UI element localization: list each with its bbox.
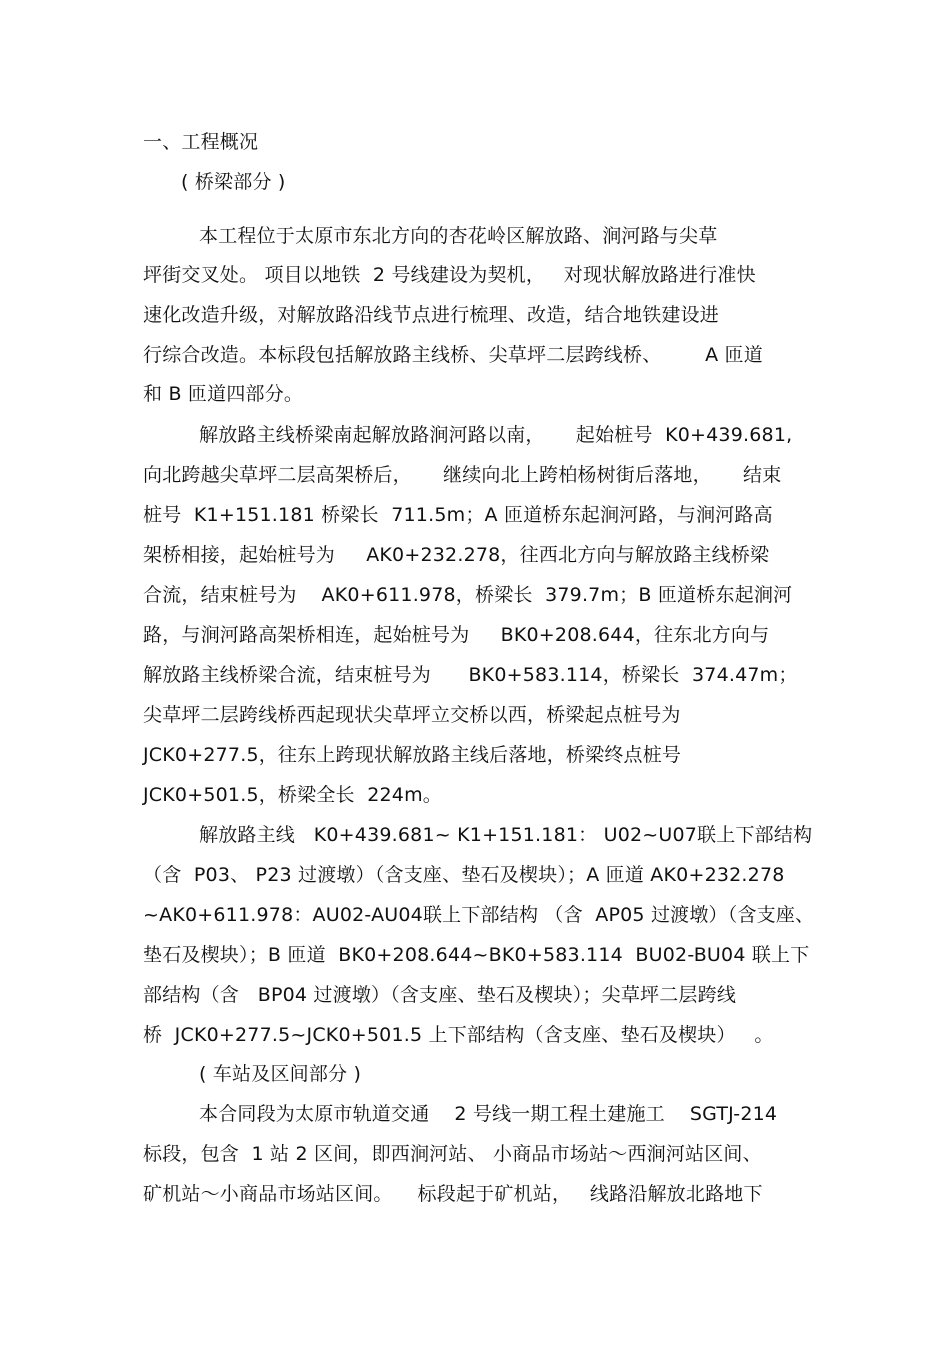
text-line: 本工程位于太原市东北方向的杏花岭区解放路、涧河路与尖草 (199, 225, 718, 247)
text-line: 垫石及楔块）；B 匝道 BK0+208.644~BK0+583.114 BU02-BU04 联上下 (143, 944, 810, 966)
bridge-subheading: ( 桥梁部分 ) (181, 171, 286, 193)
section-heading: 一、工程概况 (143, 131, 259, 153)
text-line: 行综合改造。本标段包括解放路主线桥、尖草坪二层跨线桥、 A 匝道 (143, 344, 763, 366)
text-line: 矿机站～小商品市场站区间。 标段起于矿机站， 线路沿解放北路地下 (143, 1183, 763, 1205)
text-line: 桥 JCK0+277.5~JCK0+501.5 上下部结构（含支座、垫石及楔块） 。 (143, 1024, 774, 1046)
text-line: 部结构（含 BP04 过渡墩）（含支座、垫石及楔块）；尖草坪二层跨线 (143, 984, 737, 1006)
text-line: 标段，包含 1 站 2 区间，即西涧河站、 小商品市场站～西涧河站区间、 (143, 1143, 762, 1165)
text-line: 桩号 K1+151.181 桥梁长 711.5m；A 匝道桥东起涧河路，与涧河路高 (143, 504, 773, 526)
text-line: JCK0+277.5，往东上跨现状解放路主线后落地，桥梁终点桩号 (143, 744, 682, 766)
text-line: （含 P03、 P23 过渡墩）（含支座、垫石及楔块）；A 匝道 AK0+232.278 (143, 864, 785, 886)
text-line: 尖草坪二层跨线桥西起现状尖草坪立交桥以西，桥梁起点桩号为 (143, 704, 681, 726)
text-line: 向北跨越尖草坪二层高架桥后， 继续向北上跨柏杨树街后落地， 结束 (143, 464, 782, 486)
text-line: 坪街交叉处。 项目以地铁 2 号线建设为契机， 对现状解放路进行准快 (143, 264, 756, 286)
text-line: 合流，结束桩号为 AK0+611.978，桥梁长 379.7m；B 匝道桥东起涧河 (143, 584, 793, 606)
text-line: 解放路主线桥梁合流，结束桩号为 BK0+583.114，桥梁长 374.47m； (143, 664, 798, 686)
text-line: 本合同段为太原市轨道交通 2 号线一期工程土建施工 SGTJ-214 (199, 1103, 778, 1125)
text-line: 速化改造升级，对解放路沿线节点进行梳理、改造，结合地铁建设进 (143, 304, 720, 326)
text-line: 和 B 匝道四部分。 (143, 383, 304, 405)
text-line: 路，与涧河路高架桥相连，起始桩号为 BK0+208.644，往东北方向与 (143, 624, 770, 646)
text-line: 解放路主线 K0+439.681~ K1+151.181： U02~U07联上下部结构 (199, 824, 813, 846)
text-line: 解放路主线桥梁南起解放路涧河路以南， 起始桩号 K0+439.681, (199, 424, 793, 446)
text-line: JCK0+501.5，桥梁全长 224m。 (143, 784, 442, 806)
text-line: ~AK0+611.978：AU02-AU04联上下部结构 （含 AP05 过渡墩）（含支座、 (143, 904, 815, 926)
station-subheading: ( 车站及区间部分 ) (199, 1063, 362, 1085)
text-line: 架桥相接，起始桩号为 AK0+232.278，往西北方向与解放路主线桥梁 (143, 544, 770, 566)
